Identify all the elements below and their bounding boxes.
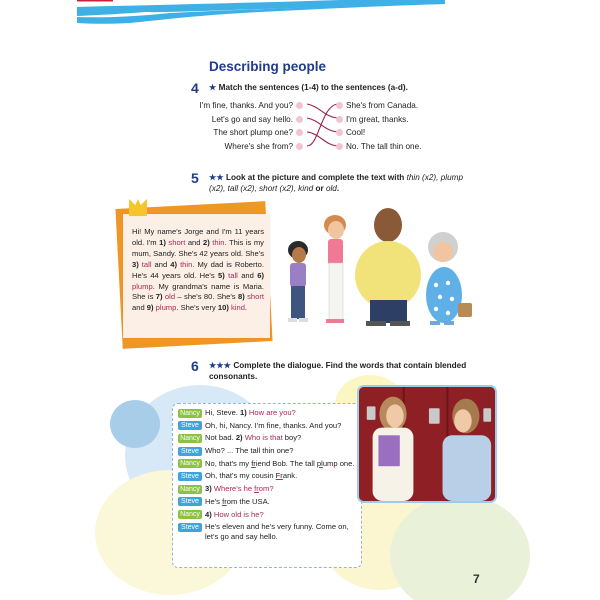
match-left-item[interactable]: I'm fine, thanks. And you? xyxy=(190,99,306,113)
section-title: Describing people xyxy=(209,59,327,74)
dialogue-text xyxy=(205,484,357,494)
character-roberto xyxy=(355,208,421,326)
text-segment: Who? ... The tall thin one? xyxy=(205,446,294,456)
answer-text: thin xyxy=(212,237,225,247)
speaker-badge: Nancy xyxy=(178,459,202,468)
text-segment: 1) xyxy=(240,408,249,417)
text-segment: – she's 80. She's xyxy=(175,292,238,302)
match-left-item[interactable]: The short plump one? xyxy=(190,126,306,140)
dialogue-text xyxy=(205,497,357,507)
exercise-5-number: 5 xyxy=(191,170,199,186)
text-segment: and xyxy=(237,270,258,280)
speaker-badge: Steve xyxy=(178,447,202,456)
text-segment: 8) xyxy=(237,292,248,302)
match-dot-icon[interactable] xyxy=(336,129,343,136)
text-segment: 3) xyxy=(132,259,142,269)
match-dot-icon[interactable] xyxy=(296,143,303,150)
dialogue-line xyxy=(178,421,357,431)
dialogue-text xyxy=(205,433,357,443)
answer-text: om? xyxy=(258,484,274,494)
text-segment: 3) xyxy=(205,484,214,494)
text-segment: He's eleven and he's very funny. Come on, let's go and say hello. xyxy=(205,522,349,542)
speaker-badge: Steve xyxy=(178,497,202,506)
text-segment: 10) xyxy=(217,303,231,313)
answer-text: plump xyxy=(132,281,153,291)
text-segment: . She's very xyxy=(176,303,218,313)
text-segment: 4) xyxy=(205,509,214,519)
character-maria xyxy=(426,232,472,325)
match-dot-icon[interactable] xyxy=(336,102,343,109)
match-dot-icon[interactable] xyxy=(296,129,303,136)
text-segment: pl xyxy=(316,458,323,468)
dialogue-line xyxy=(178,459,357,469)
match-left-item[interactable]: Where's she from? xyxy=(190,140,306,154)
exercise-6-number: 6 xyxy=(191,358,199,374)
text-segment: . My grandma's name is Maria. She is xyxy=(132,281,264,302)
answer-text: old xyxy=(164,292,176,302)
text-segment: Not bad. xyxy=(205,433,236,443)
match-dot-icon[interactable] xyxy=(296,116,303,123)
dialogue-line xyxy=(178,510,357,520)
text-segment: 1) xyxy=(159,237,169,247)
text-segment: He's xyxy=(205,496,223,506)
dialogue-text xyxy=(205,421,357,431)
lockers-photo xyxy=(357,385,497,503)
match-dot-icon[interactable] xyxy=(336,143,343,150)
text-segment: Fr xyxy=(275,471,283,481)
dialogue-text xyxy=(205,522,357,542)
background-bubble xyxy=(110,400,160,448)
star-icon: ★★★ xyxy=(209,361,232,370)
text-segment: 6) xyxy=(257,270,265,280)
text-segment: ank. xyxy=(282,471,298,481)
dialogue-line xyxy=(178,446,357,456)
answer-text: plump xyxy=(155,303,177,313)
answer-text: Who is that xyxy=(244,433,283,443)
page-number: 7 xyxy=(473,572,480,586)
speaker-badge: Nancy xyxy=(178,485,202,494)
answer-text: How are you? xyxy=(248,408,296,417)
background-bubble xyxy=(390,495,530,600)
speaker-badge: Steve xyxy=(178,472,202,481)
text-segment: iend Bob. The tall xyxy=(255,458,317,468)
text-segment: fr xyxy=(222,496,227,506)
answer-text: How old is he? xyxy=(213,509,264,519)
star-icon: ★ xyxy=(209,83,217,92)
text-segment: Oh, hi, Nancy. I'm fine, thanks. And you? xyxy=(205,420,342,430)
match-left-item[interactable]: Let's go and say hello. xyxy=(190,113,306,127)
dialogue-text xyxy=(205,446,357,456)
text-segment: . My dad is Roberto. He's 44 years old. He's xyxy=(132,259,264,280)
text-segment: 2) xyxy=(203,237,213,247)
text-segment: 7) xyxy=(155,292,165,302)
character-jorge xyxy=(288,241,308,322)
speaker-badge: Nancy xyxy=(178,409,202,418)
text-segment: . This is my mum, Sandy. She's 42 years old. She's xyxy=(132,237,264,258)
dialogue-line xyxy=(178,433,357,443)
match-dot-icon[interactable] xyxy=(296,102,303,109)
text-segment: Hi, Steve. xyxy=(205,408,241,417)
speaker-badge: Steve xyxy=(178,421,202,430)
text-segment: and xyxy=(185,237,204,247)
star-icon: ★★ xyxy=(209,173,224,182)
answer-text: fr xyxy=(254,484,259,494)
dialogue-text xyxy=(205,459,357,469)
match-right-item[interactable]: I'm great, thanks. xyxy=(333,113,473,127)
dialogue-line xyxy=(178,497,357,507)
speaker-badge: Nancy xyxy=(178,510,202,519)
note-paragraph xyxy=(132,227,264,314)
speaker-badge: Nancy xyxy=(178,434,202,443)
top-wave-banner xyxy=(0,0,600,30)
answer-text: Where's he xyxy=(213,484,255,494)
match-right-item[interactable]: Cool! xyxy=(333,126,473,140)
exercise-5-instruction: ★★ Look at the picture and complete the text with thin (x2), plump (x2), tall (x2), short (x2), kind or old. xyxy=(209,173,464,193)
text-segment: . xyxy=(244,303,248,313)
speaker-badge: Steve xyxy=(178,523,202,532)
text-segment: Hi! My name's Jorge and I'm 11 years old. I'm xyxy=(132,227,264,247)
match-dot-icon[interactable] xyxy=(336,116,343,123)
answer-text: tall xyxy=(228,270,238,280)
match-right-column xyxy=(333,99,473,153)
match-right-item[interactable]: She's from Canada. xyxy=(333,99,473,113)
text-segment: ump one. xyxy=(322,458,355,468)
match-right-item[interactable]: No. The tall thin one. xyxy=(333,140,473,154)
answer-text: kind xyxy=(230,303,245,313)
text-segment: fr xyxy=(251,458,256,468)
exercise-6-instruction: ★★★ Complete the dialogue. Find the words that contain blended consonants. xyxy=(209,361,467,381)
dialogue-text xyxy=(205,408,357,418)
answer-text: short xyxy=(168,237,186,247)
text-segment: 2) xyxy=(235,433,245,443)
text-segment: 5) xyxy=(218,270,229,280)
text-segment: om the USA. xyxy=(226,496,270,506)
text-segment: 4) xyxy=(170,259,181,269)
match-left-column xyxy=(190,99,306,153)
exercise-4-number: 4 xyxy=(191,80,199,96)
text-segment: No, that's my xyxy=(205,458,252,468)
text-segment: boy? xyxy=(282,433,302,443)
dialogue-line xyxy=(178,408,357,418)
text-segment: Oh, that's my cousin xyxy=(205,471,276,481)
dialogue-text xyxy=(205,471,357,481)
text-segment: and xyxy=(151,259,171,269)
dialogue-line xyxy=(178,471,357,481)
text-segment: 9) xyxy=(146,303,156,313)
answer-text: tall xyxy=(141,259,152,269)
answer-text: thin xyxy=(180,259,193,269)
dialogue-line xyxy=(178,484,357,494)
exercise-4-instruction: ★ Match the sentences (1-4) to the sentences (a-d). xyxy=(209,83,408,92)
dialogue-box xyxy=(172,403,362,568)
character-sandy xyxy=(324,215,346,323)
dialogue-text xyxy=(205,510,357,520)
text-segment: and xyxy=(132,303,147,313)
answer-text: short xyxy=(247,292,265,302)
family-illustration xyxy=(278,205,478,335)
note-tab-icon xyxy=(129,199,147,216)
dialogue-line xyxy=(178,522,357,542)
